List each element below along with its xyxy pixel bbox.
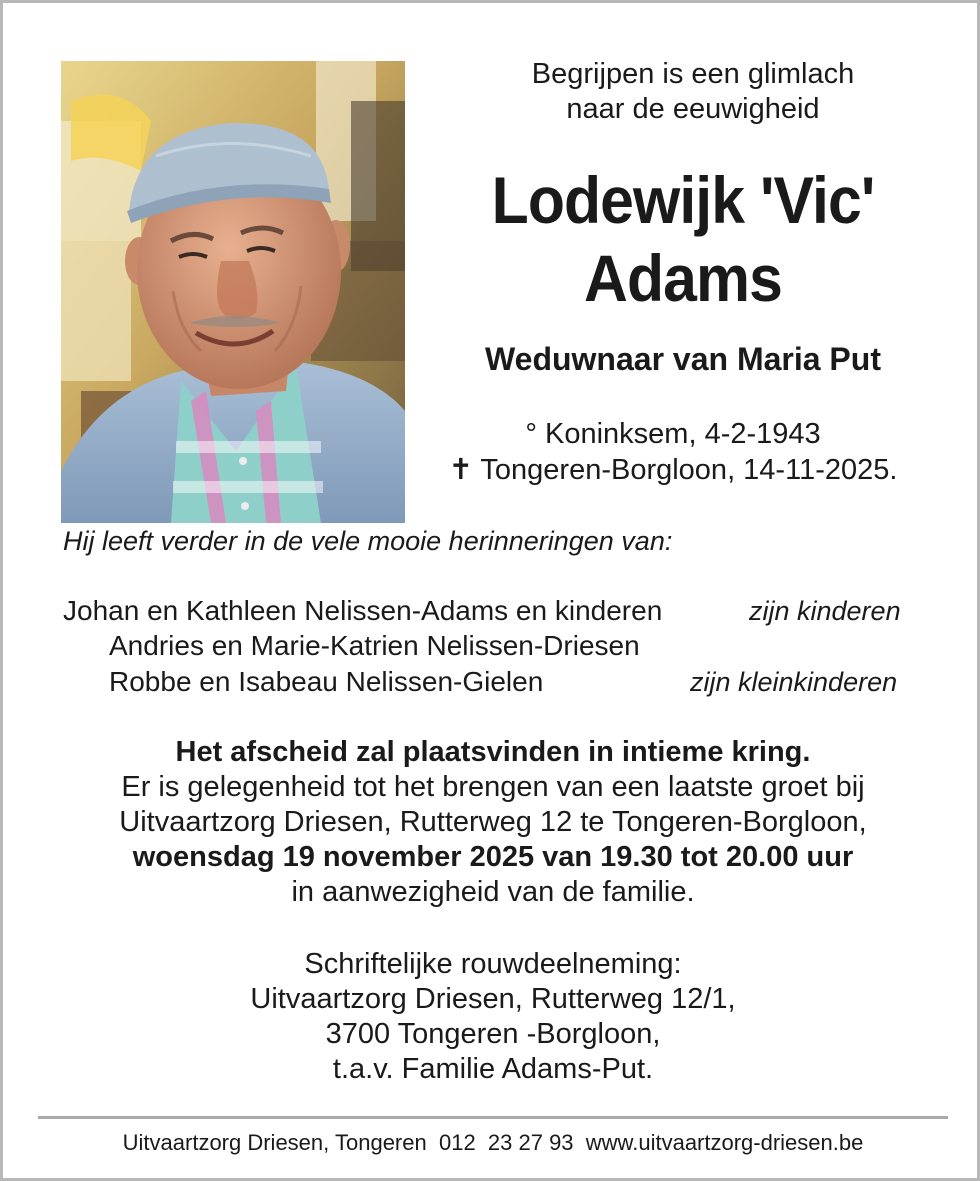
family-row-3-relation: zijn kleinkinderen [690,667,898,697]
condolence-title: Schriftelijke rouwdeelneming: [304,948,682,980]
footer-divider [38,1116,948,1119]
ceremony-line-2: Uitvaartzorg Driesen, Rutterweg 12 te Tongeren-Borgloon, [119,806,867,838]
name-line-2: Adams [584,241,782,315]
life-dates [413,416,933,488]
family-row-1-relation: zijn kinderen [749,596,901,626]
family-row-1-names: Johan en Kathleen Nelissen-Adams en kinderen [63,595,663,626]
family-intro: Hij leeft verder in de vele mooie herinneringen van: [63,526,673,556]
verse-line-1: Begrijpen is een glimlach [531,58,855,90]
footer [33,1128,953,1158]
footer-website[interactable]: www.uitvaartzorg-driesen.be [585,1130,864,1155]
condolence-address-2: 3700 Tongeren -Borgloon, [325,1018,661,1050]
ceremony-line-3: in aanwezigheid van de familie. [291,876,695,908]
footer-company: Uitvaartzorg Driesen, Tongeren [122,1130,427,1155]
deceased-name [453,161,913,317]
verse-line-2: naar de eeuwigheid [566,93,820,125]
ceremony-line-1: Er is gelegenheid tot het brengen van een laatste groet bij [121,771,865,803]
family-row-3-names: Robbe en Isabeau Nelissen-Gielen [109,666,544,697]
ceremony-headline: Het afscheid zal plaatsvinden in intieme kring. [175,736,811,768]
portrait-photo [61,61,405,523]
ceremony-info [33,735,953,910]
memorial-verse [433,57,953,127]
condolence-address-1: Uitvaartzorg Driesen, Rutterweg 12/1, [250,983,736,1015]
family-row-2-names: Andries en Marie-Katrien Nelissen-Driesen [109,630,640,661]
widower-of: Weduwnaar van Maria Put [485,341,881,377]
birth-date: ° Koninksem, 4-2-1943 [525,418,821,450]
condolence-info [33,947,953,1087]
ceremony-when: woensdag 19 november 2025 van 19.30 tot 20.00 uur [132,841,854,873]
condolence-attention: t.a.v. Familie Adams-Put. [332,1053,654,1085]
death-date: ✝ Tongeren-Borgloon, 14-11-2025. [448,454,898,486]
footer-phone: 012 23 27 93 [438,1130,574,1155]
name-line-1: Lodewijk 'Vic' [491,163,875,237]
